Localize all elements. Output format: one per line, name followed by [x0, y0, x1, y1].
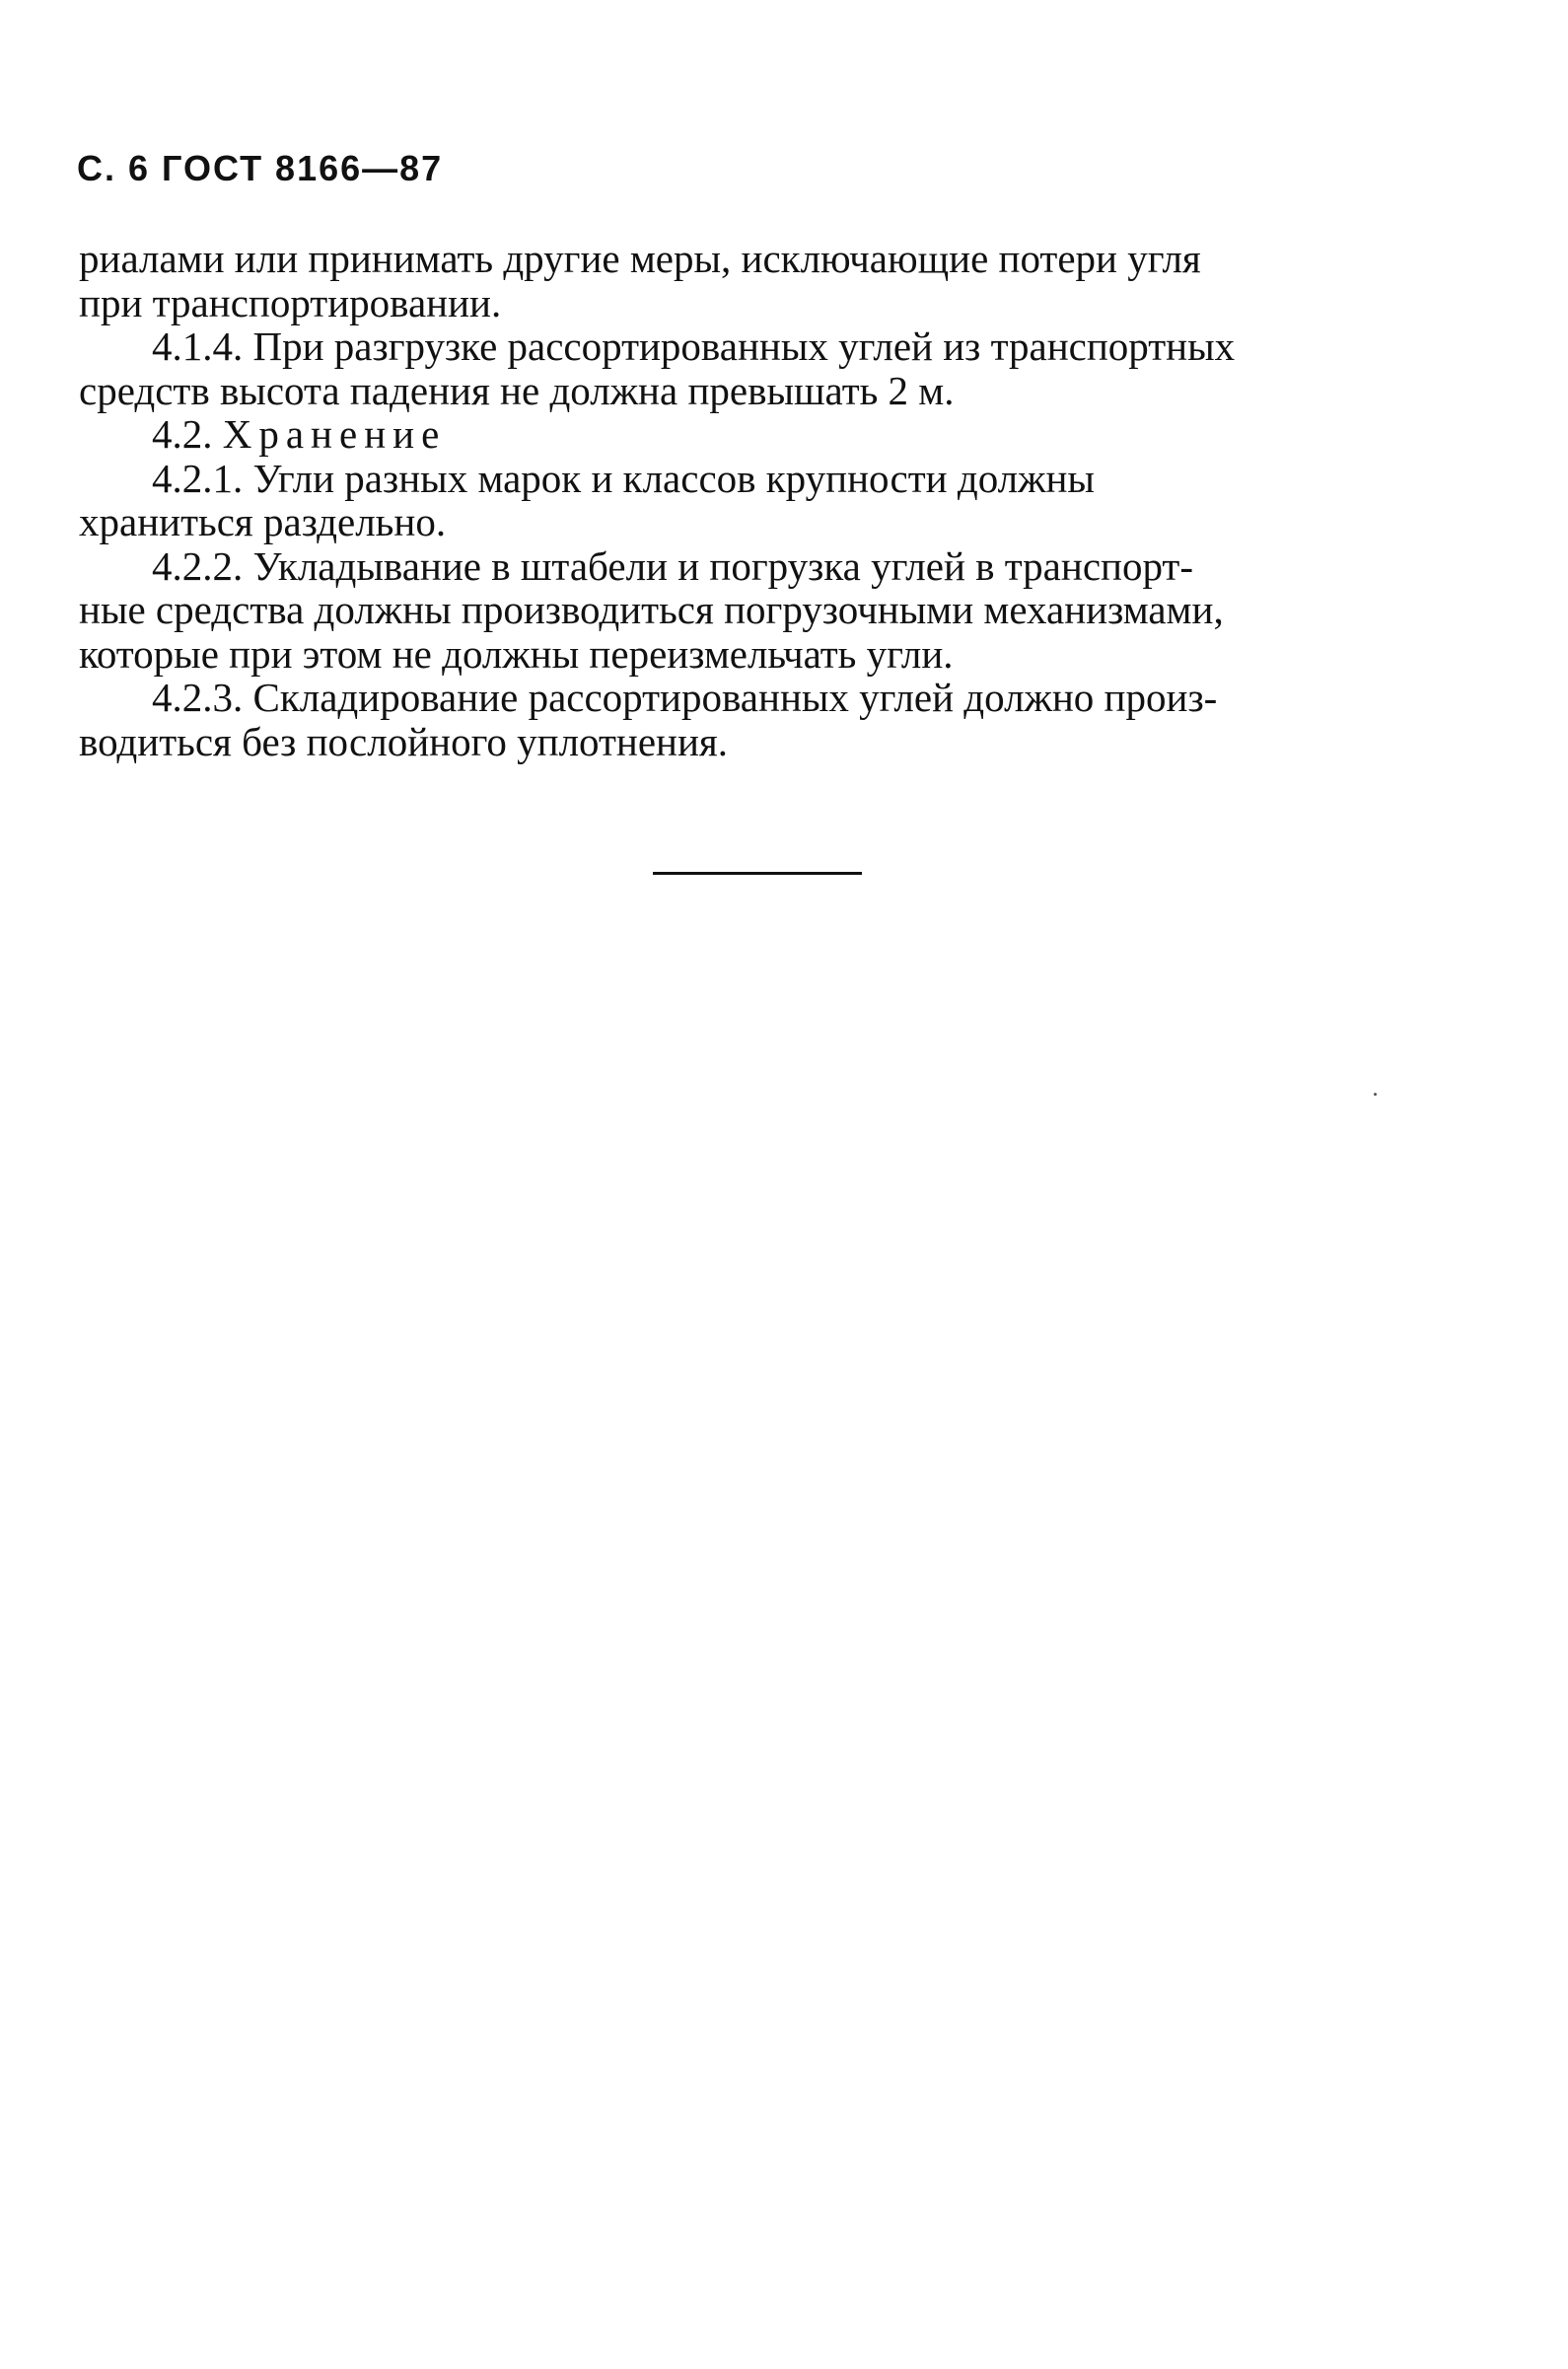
paragraph-continuation: [79, 237, 1450, 324]
section-heading-4-2: [79, 412, 1450, 457]
text-line: которые при этом не должны переизмельчать угли.: [79, 630, 954, 677]
text-line: 4.2.1. Угли разных марок и классов крупности должны: [152, 455, 1095, 501]
text-line: при транспортировании.: [79, 279, 502, 325]
scan-speck: [1374, 1093, 1377, 1096]
text-line: риалами или принимать другие меры, исключающие потери угля: [79, 236, 1201, 281]
document-body: [79, 237, 1450, 763]
paragraph-4-1-4: [79, 324, 1450, 412]
text-line: храниться раздельно.: [79, 499, 447, 544]
text-line: водиться без послойного уплотнения.: [79, 718, 729, 764]
text-line: 4.2.3. Складирование рассортированных углей должно произ-: [152, 675, 1218, 720]
section-title: Хранение: [222, 411, 447, 457]
end-rule-divider: [653, 872, 862, 875]
text-line: 4.1.4. При разгрузке рассортированных углей из транспортных: [152, 323, 1236, 369]
text-line: 4.2.2. Укладывание в штабели и погрузка углей в транспорт-: [152, 542, 1193, 589]
paragraph-4-2-1: [79, 457, 1450, 544]
text-line: средств высота падения не должна превышать 2 м.: [79, 367, 955, 413]
paragraph-4-2-2: [79, 544, 1450, 677]
text-line: ные средства должны производиться погрузочными механизмами,: [79, 587, 1224, 632]
paragraph-4-2-3: [79, 676, 1450, 763]
page-header: С. 6 ГОСТ 8166—87: [77, 148, 444, 188]
section-number: 4.2.: [152, 411, 213, 457]
